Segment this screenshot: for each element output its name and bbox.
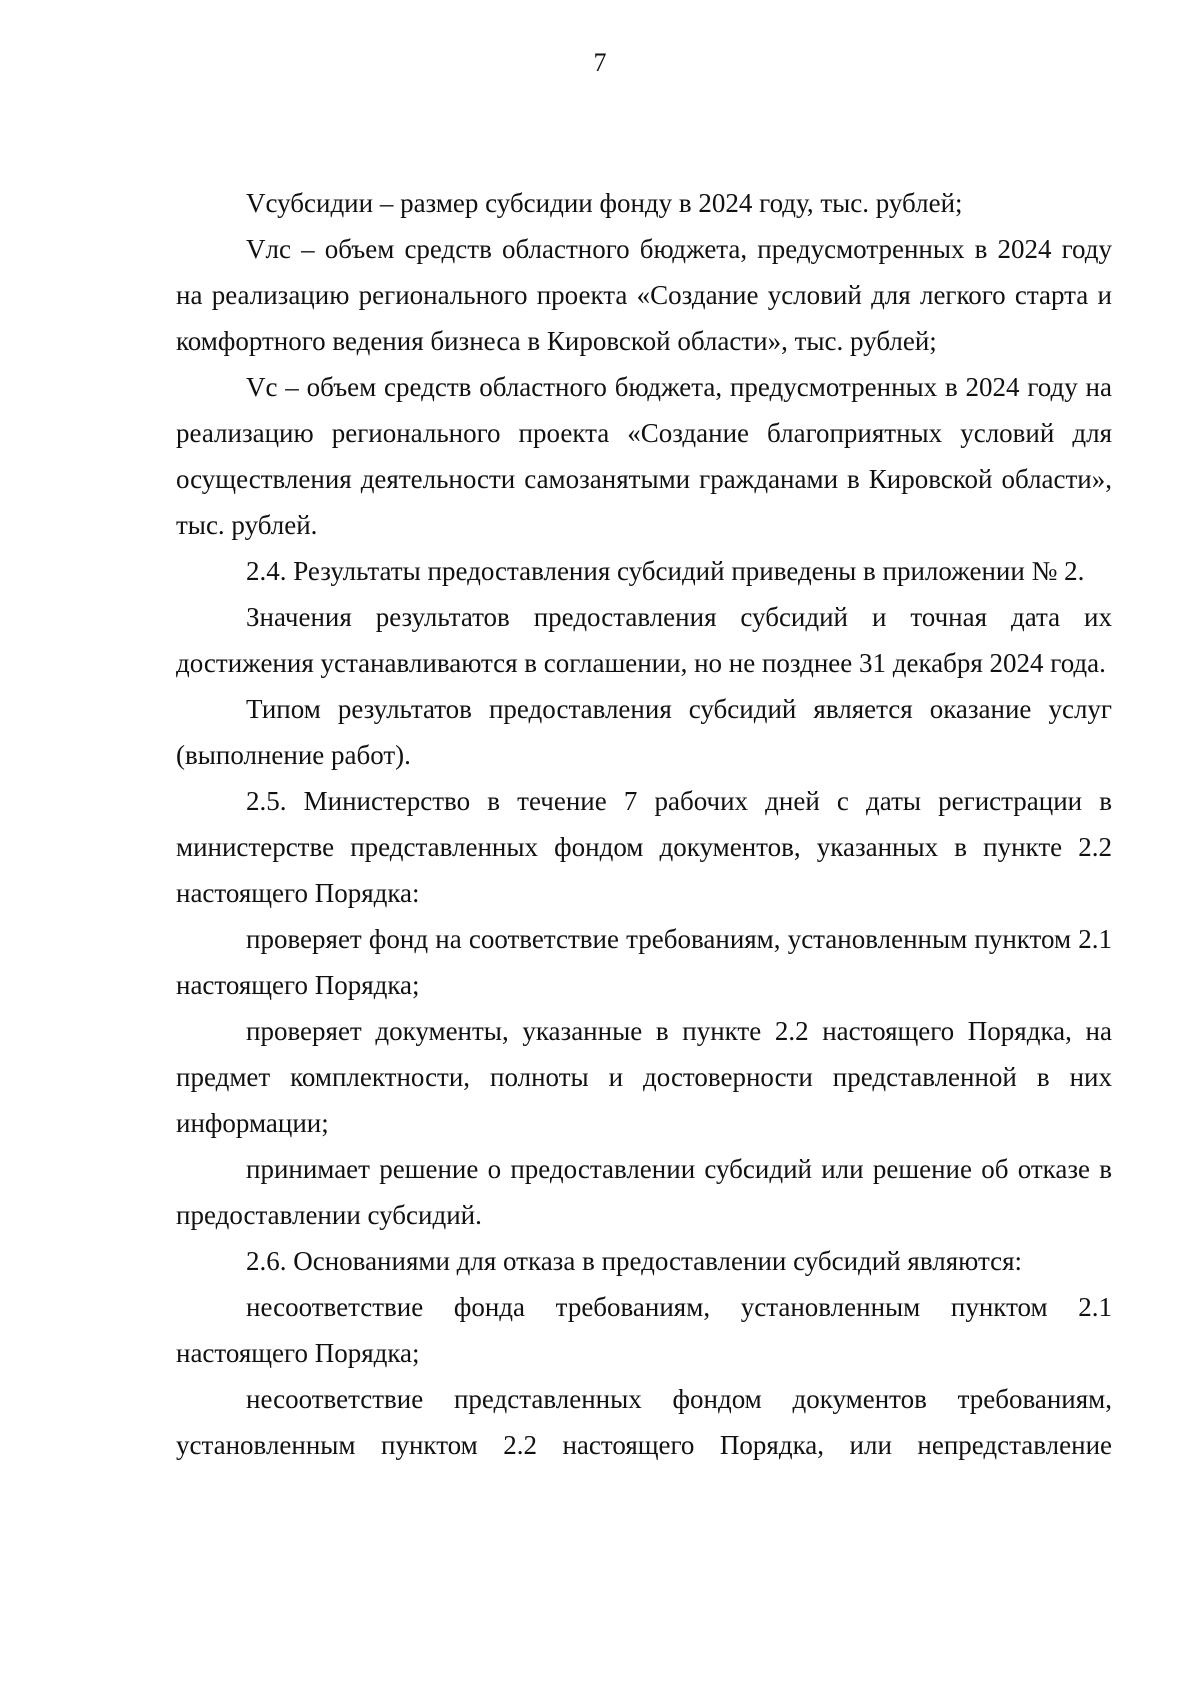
paragraph-check-documents: проверяет документы, указанные в пункте 2.2 настоящего Порядка, на предмет комплектности, полноты и достоверности представленной в них информации; <box>176 1016 1112 1138</box>
page-number: 7 <box>593 48 607 77</box>
paragraph-v-s: Vс – объем средств областного бюджета, предусмотренных в 2024 году на реализацию регионального проекта «Создание благоприятных условий для осуществления деятельности самозанятыми гражданами в Кировской области», тыс. рублей. <box>176 372 1112 540</box>
paragraph-2-6: 2.6. Основаниями для отказа в предоставлении субсидий являются: <box>246 1246 1022 1276</box>
paragraph-v-ls: Vлс – объем средств областного бюджета, предусмотренных в 2024 году на реализацию регионального проекта «Создание условий для легкого старта и комфортного ведения бизнеса в Кировской области», тыс. рублей; <box>176 234 1112 356</box>
paragraph-refusal-fund: несоответствие фонда требованиям, установленным пунктом 2.1 настоящего Порядка; <box>176 1292 1112 1368</box>
paragraph-results-type: Типом результатов предоставления субсидий является оказание услуг (выполнение работ). <box>176 694 1112 770</box>
document-body <box>176 180 1112 1468</box>
paragraph-v-subsidy: Vсубсидии – размер субсидии фонду в 2024 году, тыс. рублей; <box>246 188 963 218</box>
paragraph-refusal-documents: несоответствие представленных фондом документов требованиям, установленным пунктом 2.2 настоящего Порядка, или непредставление <box>176 1384 1112 1460</box>
paragraph-results-values: Значения результатов предоставления субсидий и точная дата их достижения устанавливаются в соглашении, но не позднее 31 декабря 2024 года. <box>176 602 1112 678</box>
paragraph-2-4: 2.4. Результаты предоставления субсидий приведены в приложении № 2. <box>246 556 1085 586</box>
paragraph-2-5: 2.5. Министерство в течение 7 рабочих дней с даты регистрации в министерстве представленных фондом документов, указанных в пункте 2.2 настоящего Порядка: <box>176 786 1112 908</box>
paragraph-decision: принимает решение о предоставлении субсидий или решение об отказе в предоставлении субсидий. <box>176 1154 1112 1230</box>
paragraph-check-fund: проверяет фонд на соответствие требованиям, установленным пунктом 2.1 настоящего Порядка; <box>176 924 1112 1000</box>
